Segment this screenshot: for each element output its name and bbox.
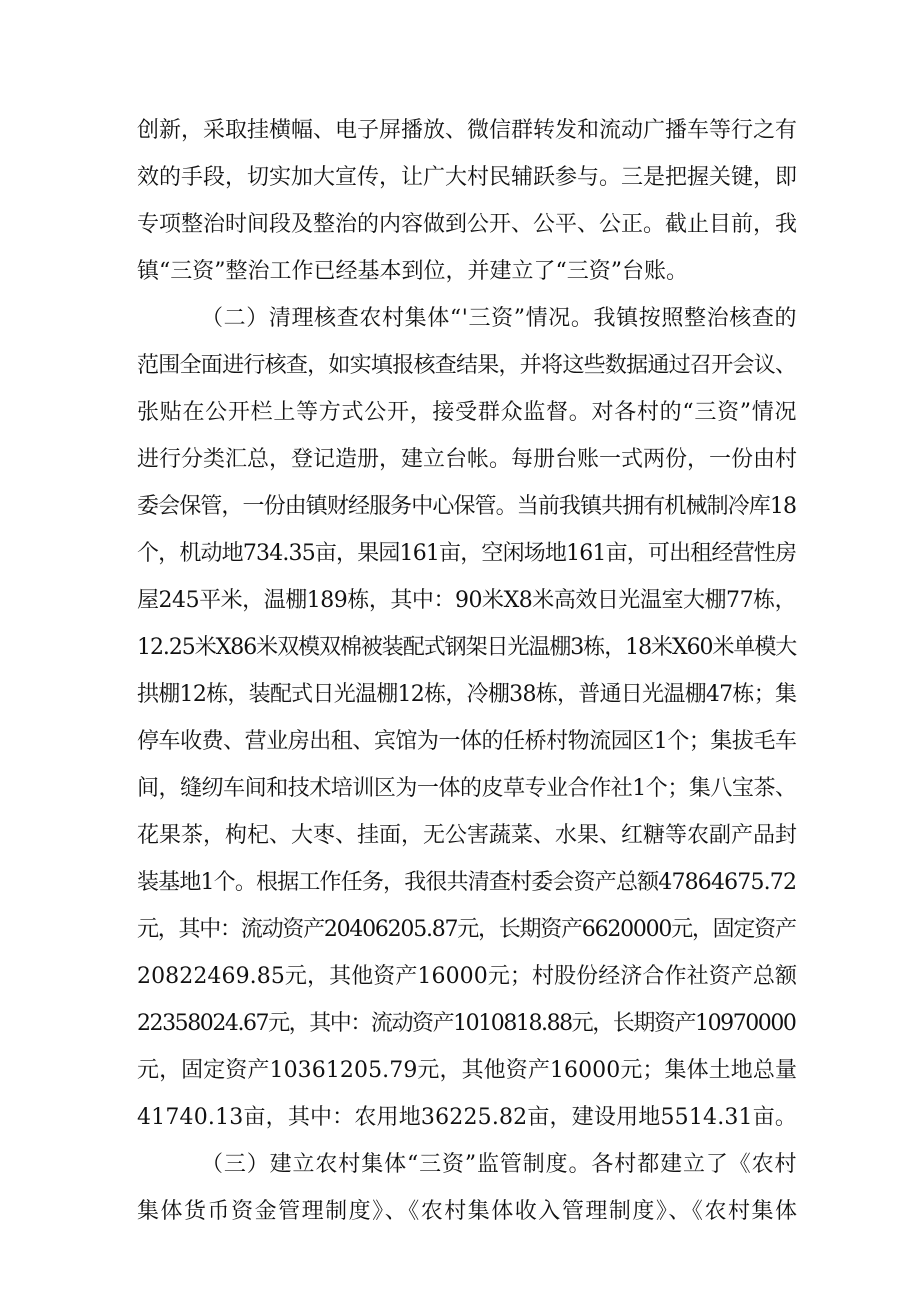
text-line: 范围全面进行核查，如实填报核查结果，并将这些数据通过召开会议、 bbox=[137, 353, 797, 378]
text-line: 20822469.85元，其他资产16000元；村股份经济合作社资产总额 bbox=[137, 964, 798, 989]
text-line: 创新，采取挂横幅、电子屏播放、微信群转发和流动广播车等行之有 bbox=[137, 118, 798, 143]
text-line: 专项整治时间段及整治的内容做到公开、公平、公正。截止目前，我 bbox=[137, 212, 798, 237]
section-heading-paragraph: （三）建立农村集体“三资”监管制度。各村都建立了《农村 bbox=[201, 1152, 798, 1177]
text-line: 12.25米X86米双模双棉被装配式钢架日光温棚3栋，18米X60米单模大 bbox=[137, 635, 797, 660]
text-line: 镇“三资”整治工作已经基本到位，并建立了“三资”台账。 bbox=[137, 259, 688, 284]
text-line: 41740.13亩，其中：农用地36225.82亩，建设用地5514.31亩。 bbox=[137, 1105, 798, 1130]
text-line: 屋245平米，温棚189栋，其中：90米X8米高效日光温室大棚77栋， bbox=[137, 588, 797, 613]
text-line: 间，缝纫车间和技术培训区为一体的皮草专业合作社1个；集八宝茶、 bbox=[137, 776, 797, 801]
text-line: 元，其中：流动资产20406205.87元，长期资产6620000元，固定资产 bbox=[137, 917, 796, 942]
text-line: 张贴在公开栏上等方式公开，接受群众监督。对各村的“三资”情况 bbox=[137, 400, 798, 425]
text-line: 进行分类汇总，登记造册，建立台帐。每册台账一式两份，一份由村 bbox=[137, 447, 798, 472]
text-line: 元，固定资产10361205.79元，其他资产16000元；集体土地总量 bbox=[137, 1058, 798, 1083]
text-line: 个，机动地734.35亩，果园161亩，空闲场地161亩，可出租经营性房 bbox=[137, 541, 797, 566]
text-line: 22358024.67元，其中：流动资产1010818.88元，长期资产10970000 bbox=[137, 1011, 796, 1036]
section-heading-paragraph: （二）清理核查农村集体“'三资”情况。我镇按照整治核查的 bbox=[201, 306, 798, 331]
text-line: 拱棚12栋，装配式日光温棚12栋，冷棚38栋，普通日光温棚47栋；集 bbox=[137, 682, 797, 707]
text-line: 装基地1个。根据工作任务，我很共清查村委会资产总额47864675.72 bbox=[137, 870, 797, 895]
text-line: 集体货币资金管理制度》、《农村集体收入管理制度》、《农村集体 bbox=[137, 1199, 799, 1224]
text-line: 花果茶，枸杞、大枣、挂面，无公害蔬菜、水果、红糖等农副产品封 bbox=[137, 823, 798, 848]
text-line: 委会保管，一份由镇财经服务中心保管。当前我镇共拥有机械制冷库18 bbox=[137, 494, 797, 519]
text-line: 效的手段，切实加大宣传，让广大村民辅跃参与。三是把握关键，即 bbox=[137, 165, 798, 190]
text-line: 停车收费、营业房出租、宾馆为一体的任桥村物流园区1个；集拔毛车 bbox=[137, 729, 797, 754]
